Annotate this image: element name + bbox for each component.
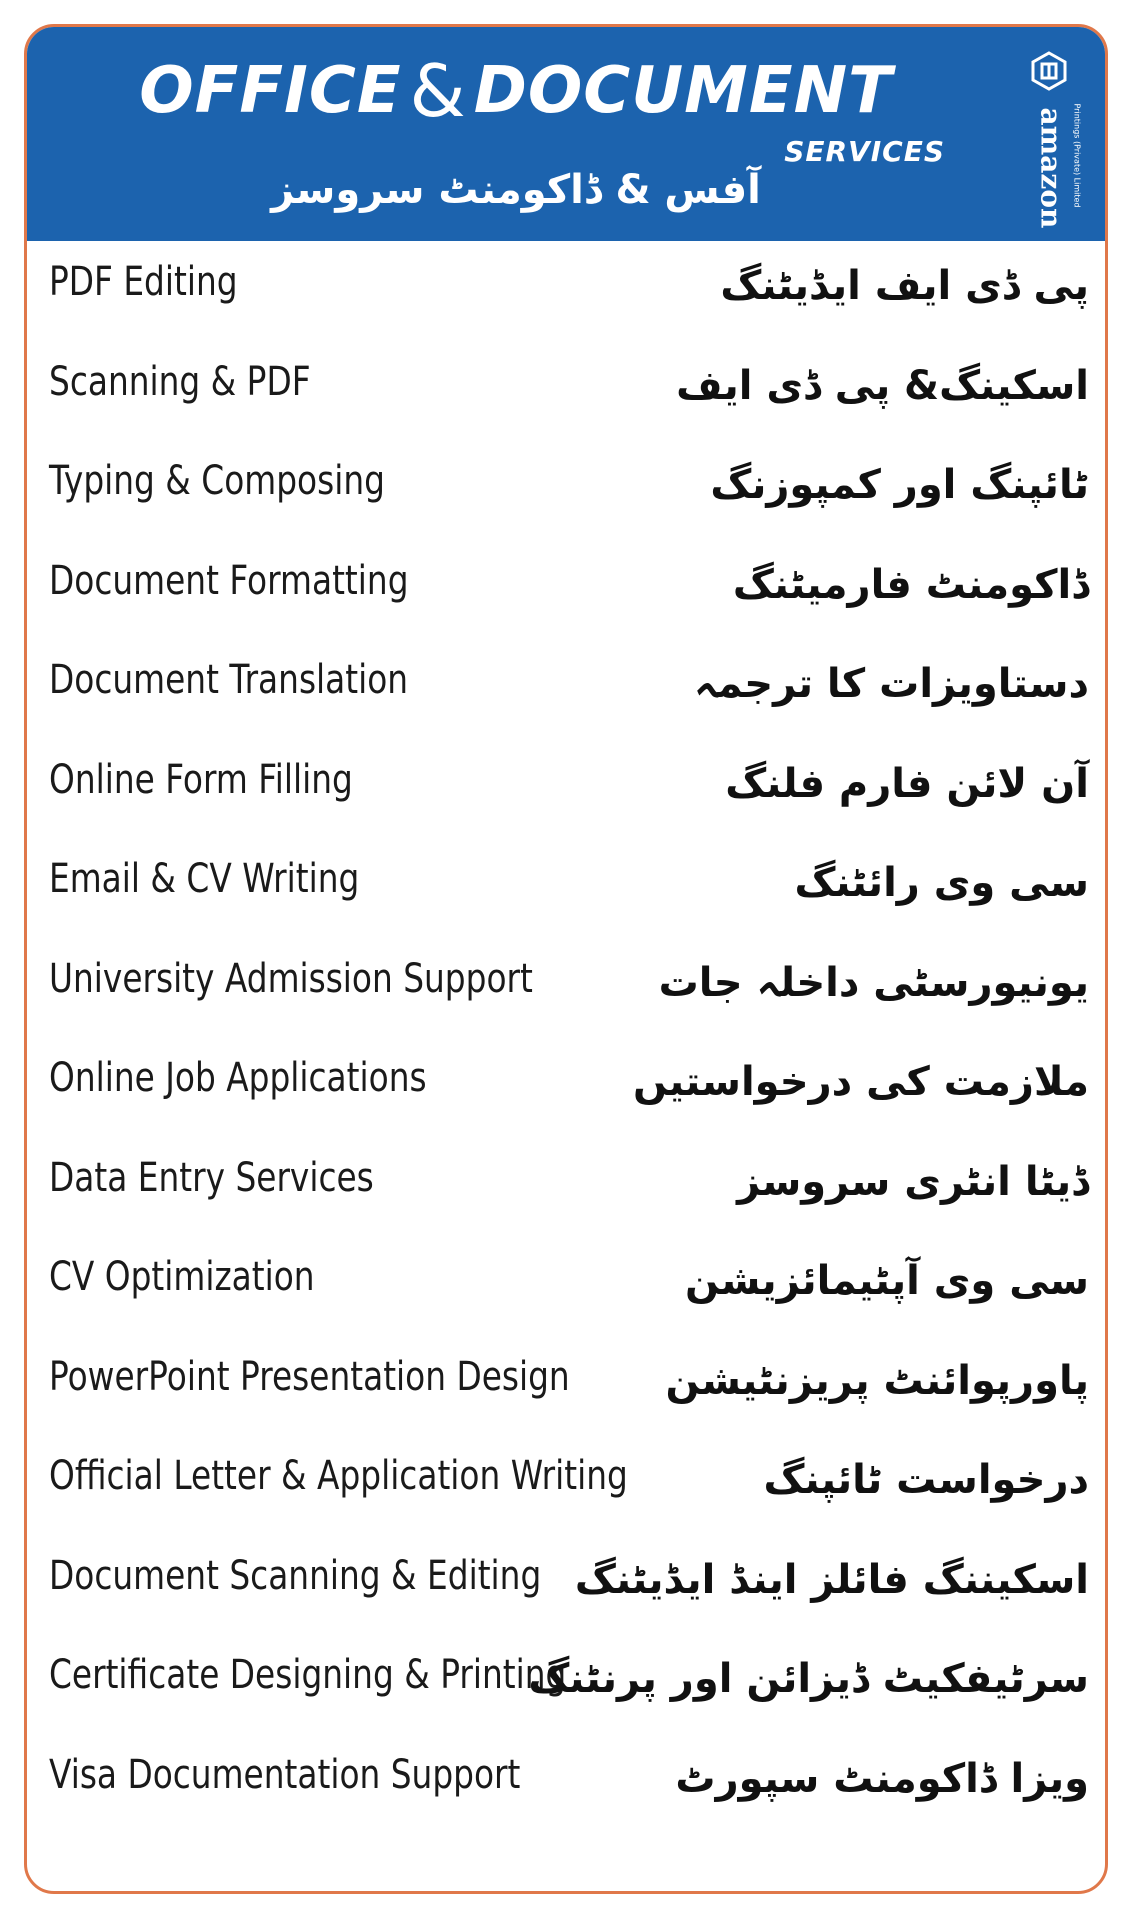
title-office: OFFICE (139, 54, 402, 128)
service-english: Online Job Applications (49, 1055, 427, 1101)
services-list (27, 241, 1105, 1833)
service-row (27, 1734, 1105, 1834)
service-row (27, 241, 1105, 341)
brand-logo (1021, 51, 1082, 229)
service-row (27, 739, 1105, 839)
service-row (27, 1535, 1105, 1635)
service-urdu: ڈیٹا انٹری سروسز (737, 1158, 1089, 1205)
service-row (27, 540, 1105, 640)
page-title (27, 49, 1005, 133)
service-card (24, 24, 1108, 1894)
service-row (27, 1435, 1105, 1535)
service-row (27, 1137, 1105, 1237)
service-english: Email & CV Writing (49, 856, 360, 902)
service-row (27, 938, 1105, 1038)
service-urdu: سی وی آپٹیمائزیشن (684, 1258, 1089, 1304)
service-urdu: پی ڈی ایف ایڈیٹنگ (720, 263, 1089, 309)
service-english: Document Formatting (49, 557, 409, 604)
brand-hexagon-icon (1029, 51, 1069, 91)
service-row (27, 1336, 1105, 1436)
service-english: Scanning & PDF (49, 358, 311, 405)
service-english: Document Scanning & Editing (49, 1552, 542, 1599)
service-english: Document Translation (49, 657, 409, 703)
service-row (27, 341, 1105, 441)
service-urdu: دستاویزات کا ترجمہ (694, 661, 1089, 707)
service-row (27, 1236, 1105, 1336)
service-english: PowerPoint Presentation Design (49, 1353, 570, 1400)
service-row (27, 838, 1105, 938)
service-urdu: اسکیننگ فائلز اینڈ ایڈیٹنگ (574, 1556, 1089, 1603)
header-banner (27, 27, 1105, 241)
service-english: PDF Editing (49, 259, 238, 305)
service-row (27, 639, 1105, 739)
service-english: Visa Documentation Support (49, 1751, 521, 1798)
title-ampersand: & (409, 49, 466, 133)
service-english: Official Letter & Application Writing (49, 1453, 628, 1499)
service-english: Data Entry Services (49, 1154, 374, 1201)
service-row (27, 1037, 1105, 1137)
service-urdu: درخواست ٹائپنگ (763, 1457, 1089, 1503)
title-document: DOCUMENT (473, 54, 893, 128)
service-urdu: ٹائپنگ اور کمپوزنگ (710, 462, 1089, 508)
brand-name: amazon (1034, 107, 1068, 229)
service-urdu: آن لائن فارم فلنگ (725, 760, 1089, 807)
service-urdu: اسکینگ& پی ڈی ایف (676, 362, 1089, 409)
service-row (27, 440, 1105, 540)
title-services: SERVICES (784, 135, 945, 168)
service-english: Typing & Composing (49, 458, 385, 504)
service-english: Certificate Designing & Printing (49, 1652, 567, 1698)
service-english: University Admission Support (49, 955, 533, 1002)
service-urdu: ملازمت کی درخواستیں (632, 1059, 1089, 1105)
urdu-title: آفس & ڈاکومنٹ سروسز (271, 167, 761, 213)
service-urdu: سی وی رائٹنگ (794, 860, 1089, 906)
service-urdu: یونیورسٹی داخلہ جات (658, 959, 1089, 1006)
service-urdu: سرٹیفکیٹ ڈیزائن اور پرنٹنگ (528, 1656, 1089, 1702)
service-english: Online Form Filling (49, 756, 353, 803)
service-urdu: پاورپوائنٹ پریزنٹیشن (665, 1357, 1089, 1404)
brand-subtitle: Printings (Private) Limited (1072, 103, 1082, 208)
service-english: CV Optimization (49, 1254, 315, 1300)
service-row (27, 1634, 1105, 1734)
service-urdu: ڈاکومنٹ فارمیٹنگ (732, 561, 1089, 608)
service-urdu: ویزا ڈاکومنٹ سپورٹ (675, 1755, 1089, 1802)
